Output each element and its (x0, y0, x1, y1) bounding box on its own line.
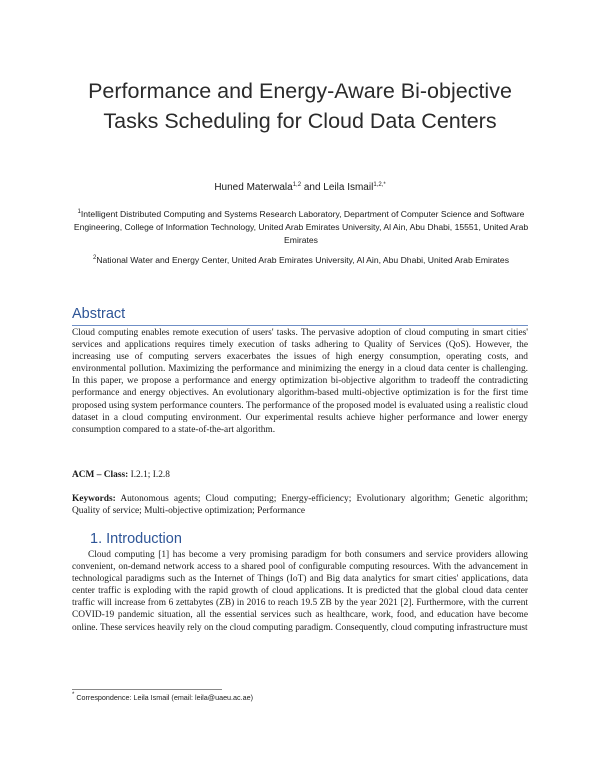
affiliation-text: Intelligent Distributed Computing and Systems Research Laboratory, Department of Computer Science and Software Engineering, College of Information Technology, United Arab Emirates University, Al Ain, Abu Dhabi, 15551, United Arab Emirates (73, 209, 529, 245)
author-affiliation-marker: 1,2 (292, 182, 302, 188)
affiliation-1 (66, 208, 536, 247)
keywords-label: Keywords: (72, 494, 116, 504)
keywords (72, 493, 528, 517)
affiliation-marker: 2 (92, 255, 97, 261)
affiliation-text: National Water and Energy Center, United Arab Emirates University, Al Ain, Abu Dhabi, United Arab Emirates (96, 255, 510, 265)
abstract-text: Cloud computing enables remote execution of users' tasks. The pervasive adoption of cloud computing in smart cities' services and applications requires timely execution of tasks adhering to Quality of Services (QoS). However, the increasing use of computing servers exacerbates the issues of high energy consumption, operating costs, and environmental pollution. Maximizing the performance and minimizing the energy in a cloud data center is challenging. In this paper, we propose a performance and energy optimization bi-objective algorithm to tradeoff the contradicting performance and energy objectives. An evolutionary algorithm-based multi-objective optimization is for the first time proposed using system performance counters. The performance of the proposed model is evaluated using a realistic cloud dataset in a cloud computing environment. Our experimental results achieve higher performance and lower energy consumption compared to a state-of-the-art algorithm. (72, 328, 528, 435)
paper-title: Performance and Energy-Aware Bi-objective Tasks Scheduling for Cloud Data Centers (88, 79, 512, 133)
author-affiliation-marker: 1,2,* (373, 182, 386, 188)
affiliation-2 (66, 254, 536, 267)
footnote-divider (72, 689, 222, 690)
abstract-heading: Abstract (72, 306, 126, 322)
introduction-heading: 1. Introduction (90, 531, 182, 547)
acm-class (72, 469, 528, 481)
author-name: Huned Materwala (214, 182, 293, 193)
acm-value: I.2.1; I.2.8 (128, 470, 170, 480)
affiliation-marker: 1 (77, 209, 81, 215)
footnote-marker: * (72, 692, 75, 698)
author-name: Leila Ismail (323, 182, 374, 193)
acm-label: ACM – Class: (72, 470, 129, 480)
author-line (0, 181, 600, 194)
footnote (72, 693, 253, 702)
introduction-text: Cloud computing [1] has become a very promising paradigm for both consumers and service providers allowing convenient, on-demand network access to a shared pool of configurable computing resources. With the advancement in technological paradigms such as the Internet of Things (IoT) and Big data analytics for smart cities' applications, data center traffic is exploding with the rapid growth of cloud applications. It is predicted that the global cloud data center traffic will increase from 6 zettabytes (ZB) in 2016 to reach 19.5 ZB by the year 2021 [2]. Furthermore, with the current COVID-19 pandemic situation, all the essential services such as healthcare, work, food, and education have become online. These services heavily rely on the cloud computing paradigm. Consequently, cloud computing infrastructure must (72, 550, 528, 633)
section-divider (72, 325, 528, 326)
author-connector: and (301, 182, 324, 193)
footnote-text: Correspondence: Leila Ismail (email: leila@uaeu.ac.ae) (74, 693, 254, 702)
keywords-value: Autonomous agents; Cloud computing; Energy-efficiency; Evolutionary algorithm; Genetic algorithm; Quality of service; Multi-objective optimization; Performance (72, 494, 528, 517)
